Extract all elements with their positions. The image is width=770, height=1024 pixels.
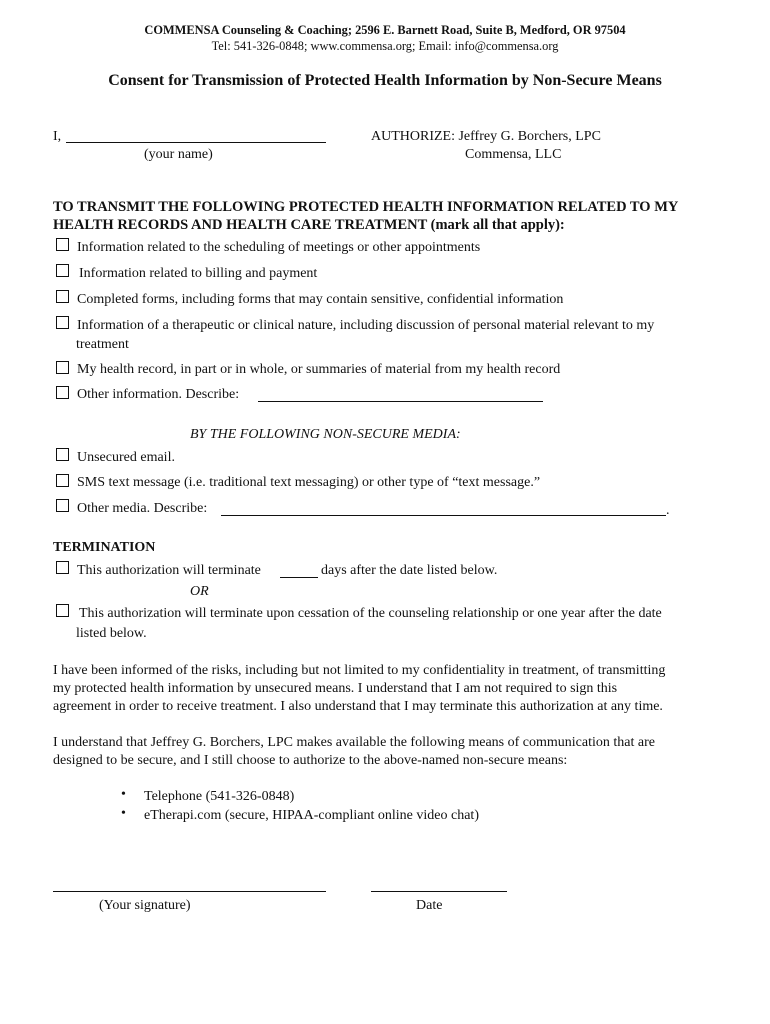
info-option-3-checkbox[interactable] xyxy=(56,290,69,303)
risk-paragraph-line1: I have been informed of the risks, including but not limited to my confidentiality in treatment, of transmitting xyxy=(53,663,666,678)
info-option-2-checkbox[interactable] xyxy=(56,264,69,277)
info-option-5-checkbox[interactable] xyxy=(56,361,69,374)
media-heading: BY THE FOLLOWING NON-SECURE MEDIA: xyxy=(190,427,461,442)
authorize-company: Commensa, LLC xyxy=(465,147,562,162)
media-end-period: . xyxy=(666,503,670,518)
secure-paragraph-line2: designed to be secure, and I still choose to authorize to the above-named non-secure means: xyxy=(53,753,568,768)
secure-paragraph-line1: I understand that Jeffrey G. Borchers, LPC makes available the following means of communication that are xyxy=(53,735,655,750)
termination-cessation-label: This authorization will terminate upon cessation of the counseling relationship or one year after the date xyxy=(79,606,662,621)
authorize-provider: AUTHORIZE: Jeffrey G. Borchers, LPC xyxy=(371,129,601,144)
risk-paragraph-line2: my protected health information by unsecured means. I understand that I am not required to sign this xyxy=(53,681,618,696)
media-option-1-checkbox[interactable] xyxy=(56,448,69,461)
info-option-4-checkbox[interactable] xyxy=(56,316,69,329)
info-option-6-checkbox[interactable] xyxy=(56,386,69,399)
bullet-2: • xyxy=(121,806,126,821)
info-option-6-label: Other information. Describe: xyxy=(77,387,240,402)
media-option-2-checkbox[interactable] xyxy=(56,474,69,487)
info-option-2-label: Information related to billing and payment xyxy=(79,266,318,281)
termination-days-checkbox[interactable] xyxy=(56,561,69,574)
other-media-describe-field[interactable] xyxy=(221,515,666,516)
termination-cessation-checkbox[interactable] xyxy=(56,604,69,617)
media-option-1-label: Unsecured email. xyxy=(77,450,175,465)
termination-days-field[interactable] xyxy=(280,577,318,578)
media-option-3-label: Other media. Describe: xyxy=(77,501,208,516)
your-name-caption: (your name) xyxy=(144,147,213,162)
media-option-2-label: SMS text message (i.e. traditional text messaging) or other type of “text message.” xyxy=(77,475,541,490)
i-label: I, xyxy=(53,129,62,144)
termination-days-after: days after the date listed below. xyxy=(321,563,498,578)
termination-heading: TERMINATION xyxy=(53,540,156,555)
termination-days-before: This authorization will terminate xyxy=(77,563,261,578)
info-option-1-checkbox[interactable] xyxy=(56,238,69,251)
signature-caption: (Your signature) xyxy=(99,898,191,913)
date-caption: Date xyxy=(416,898,443,913)
info-option-1-label: Information related to the scheduling of meetings or other appointments xyxy=(77,240,481,255)
risk-paragraph-line3: agreement in order to receive treatment. I also understand that I may terminate this authorization at any time. xyxy=(53,699,663,714)
org-header-contact: Tel: 541-326-0848; www.commensa.org; Email: info@commensa.org xyxy=(211,39,559,53)
media-option-3-checkbox[interactable] xyxy=(56,499,69,512)
termination-or: OR xyxy=(190,584,209,599)
secure-means-etherapi: eTherapi.com (secure, HIPAA-compliant online video chat) xyxy=(144,808,479,823)
signature-field[interactable] xyxy=(53,891,326,892)
secure-means-telephone: Telephone (541-326-0848) xyxy=(144,789,295,804)
your-name-field[interactable] xyxy=(66,142,326,143)
date-field[interactable] xyxy=(371,891,507,892)
transmit-heading-line2: HEALTH RECORDS AND HEALTH CARE TREATMENT (mark all that apply): xyxy=(53,217,565,233)
info-option-4-label: Information of a therapeutic or clinical nature, including discussion of personal material relevant to my xyxy=(77,318,655,333)
transmit-heading-line1: TO TRANSMIT THE FOLLOWING PROTECTED HEALTH INFORMATION RELATED TO MY xyxy=(53,199,679,215)
bullet-1: • xyxy=(121,787,126,802)
termination-cessation-continuation: listed below. xyxy=(76,626,147,641)
info-option-3-label: Completed forms, including forms that may contain sensitive, confidential information xyxy=(77,292,564,307)
other-info-describe-field[interactable] xyxy=(258,401,543,402)
info-option-4-continuation: treatment xyxy=(76,337,129,352)
org-header-address: COMMENSA Counseling & Coaching; 2596 E. Barnett Road, Suite B, Medford, OR 97504 xyxy=(144,23,626,37)
info-option-5-label: My health record, in part or in whole, or summaries of material from my health record xyxy=(77,362,561,377)
form-title: Consent for Transmission of Protected Health Information by Non-Secure Means xyxy=(108,72,662,89)
